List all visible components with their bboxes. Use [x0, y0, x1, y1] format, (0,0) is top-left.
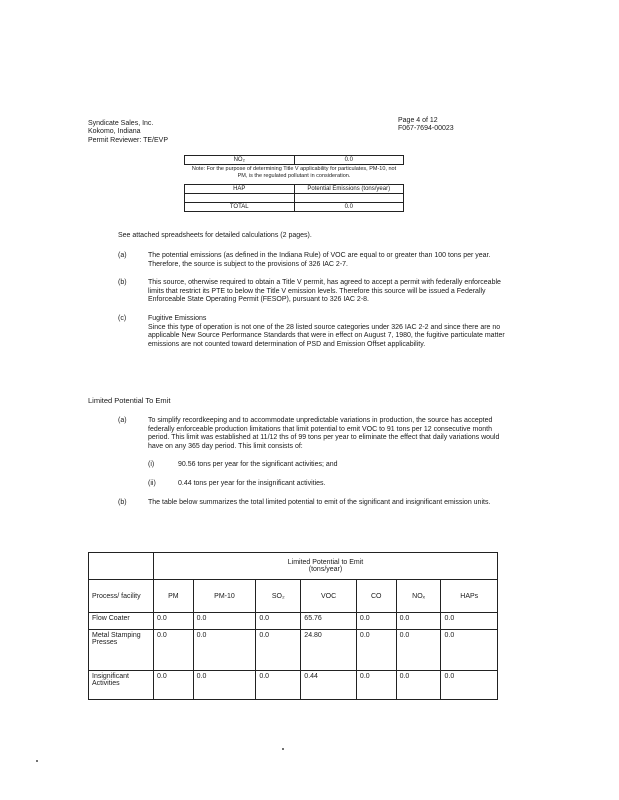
table-cell: 0.0: [193, 613, 256, 630]
item-marker: (a): [118, 417, 127, 424]
table-cell: 0.0: [256, 630, 301, 671]
item-marker: (b): [118, 498, 127, 506]
table-cell: 0.0: [256, 671, 301, 700]
col-header-haps: HAPs: [441, 580, 498, 613]
row-name: Insignificant Activities: [89, 671, 154, 700]
sub-item-i: [148, 461, 506, 470]
company-name: Syndicate Sales, Inc.: [88, 120, 154, 127]
corner-cell: [89, 553, 154, 580]
row-header-cell: Process/ facility: [89, 580, 154, 613]
table-cell: 24.80: [301, 630, 357, 671]
hap-blank-cell: [185, 194, 295, 203]
table-cell: 0.0: [356, 671, 396, 700]
item-b: [118, 279, 506, 305]
table-cell: 0.0: [441, 630, 498, 671]
scan-speck: [282, 748, 284, 750]
hap-table-block: [184, 155, 404, 212]
sub-item-marker: (ii): [148, 479, 156, 487]
table-cell: 0.0: [396, 613, 441, 630]
item-marker: (a): [118, 252, 127, 259]
table-title: Limited Potential to Emit: [287, 559, 364, 566]
table-title-row: [89, 553, 498, 580]
table-cell: 0.0: [154, 613, 194, 630]
table-cell: 0.0: [193, 671, 256, 700]
limited-items: [118, 417, 506, 507]
table-row: [89, 671, 498, 700]
sub-item-text: 90.56 tons per year for the significant activities; and: [178, 461, 338, 469]
table-cell: 0.0: [441, 671, 498, 700]
item-a: [118, 252, 506, 269]
sub-item-marker: (i): [148, 461, 155, 469]
table-cell: 0.0: [441, 613, 498, 630]
item-text: This source, otherwise required to obtain a Title V permit, has agreed to accept a permit with federally enforceable limits that restrict its PTE to below the Title V emission levels. Therefore this source will be issued a Federally Enforceable State Operating Permit (FESOP), pursuant to 326 IAC 2-8.: [148, 279, 501, 304]
company-location: Kokomo, Indiana: [88, 128, 141, 136]
item-marker: (b): [118, 279, 127, 287]
table-cell: 65.76: [301, 613, 357, 630]
total-label: TOTAL: [185, 203, 295, 212]
table-cell: 0.0: [193, 630, 256, 671]
table-subtitle: (tons/year): [308, 566, 343, 573]
potential-col-header: Potential Emissions (tons/year): [294, 185, 404, 194]
table-cell: 0.0: [256, 613, 301, 630]
sub-item-ii: [148, 480, 506, 489]
permit-number: F067-7694-00023: [398, 125, 454, 133]
table-cell: 0.0: [356, 613, 396, 630]
hap-table: [184, 184, 404, 212]
no2-value: 0.0: [294, 156, 404, 165]
table-cell: 0.0: [154, 630, 194, 671]
table-row: [89, 630, 498, 671]
item-text: The potential emissions (as defined in the Indiana Rule) of VOC are equal to or greater than 100 tons per year. Therefore, the source is subject to the provisions of 326 IAC 2-7.: [148, 252, 491, 268]
limited-item-a: [118, 417, 506, 451]
item-text: The table below summarizes the total limited potential to emit of the significant and insignificant emission units.: [148, 498, 491, 506]
table-cell: 0.0: [356, 630, 396, 671]
table-cell: 0.0: [396, 630, 441, 671]
permit-reviewer: Permit Reviewer: TE/EVP: [88, 136, 169, 144]
see-attached-text: See attached spreadsheets for detailed calculations (2 pages).: [118, 232, 312, 239]
hap-col-header: HAP: [185, 185, 295, 194]
table-cell: 0.0: [396, 671, 441, 700]
table-header-row: [89, 580, 498, 613]
row-name: Metal Stamping Presses: [89, 630, 154, 671]
total-value: 0.0: [294, 203, 404, 212]
col-header-so2: SO₂: [256, 580, 301, 613]
scan-speck: [36, 760, 38, 762]
col-header-voc: VOC: [301, 580, 357, 613]
row-name: Flow Coater: [89, 613, 154, 630]
no2-label: NO₂: [185, 156, 295, 165]
fugitive-title: Fugitive Emissions: [148, 314, 207, 322]
col-header-co: CO: [356, 580, 396, 613]
applicability-items: [118, 252, 506, 349]
table-cell: 0.44: [301, 671, 357, 700]
item-text-block: [148, 315, 506, 349]
sub-item-text: 0.44 tons per year for the insignificant activities.: [178, 479, 326, 487]
limited-heading: Limited Potential To Emit: [88, 396, 171, 405]
col-header-pm10: PM-10: [193, 580, 256, 613]
item-text: To simplify recordkeeping and to accommodate unpredictable variations in production, the source has accepted federally enforceable production limitations that limit potential to emit VOC to 91 tons per 12 consecutive month period. This limit was established at 11/12 ths of 99 tons per year to eliminate the effect that daily variations would have on any 365 day period. This limit consists of:: [148, 417, 500, 450]
sub-items: [118, 461, 506, 488]
col-header-nox: NOₓ: [396, 580, 441, 613]
item-c: [118, 315, 506, 349]
page-number: Page 4 of 12: [398, 117, 438, 124]
item-text: Since this type of operation is not one of the 28 listed source categories under 326 IAC 2-2 and since there are no applicable New Source Performance Standards that were in effect on August 7, 1980, the fugitive particulate matter emissions are not counted toward determination of PSD and Emission Offset applicability.: [148, 323, 505, 348]
table-note: Note: For the purpose of determining Title V applicability for particulates, PM-10, not PM, is the regulated pollutant in consideration.: [191, 166, 397, 179]
hap-blank-cell: [294, 194, 404, 203]
limited-pte-table: [88, 552, 498, 700]
limited-item-b: [118, 499, 506, 508]
col-header-pm: PM: [154, 580, 194, 613]
item-marker: (c): [118, 314, 127, 322]
table-title-cell: [154, 553, 498, 580]
table-cell: 0.0: [154, 671, 194, 700]
header-left: [88, 120, 168, 145]
table-row: [89, 613, 498, 630]
no2-table: [184, 155, 404, 165]
header-right: [398, 117, 454, 134]
